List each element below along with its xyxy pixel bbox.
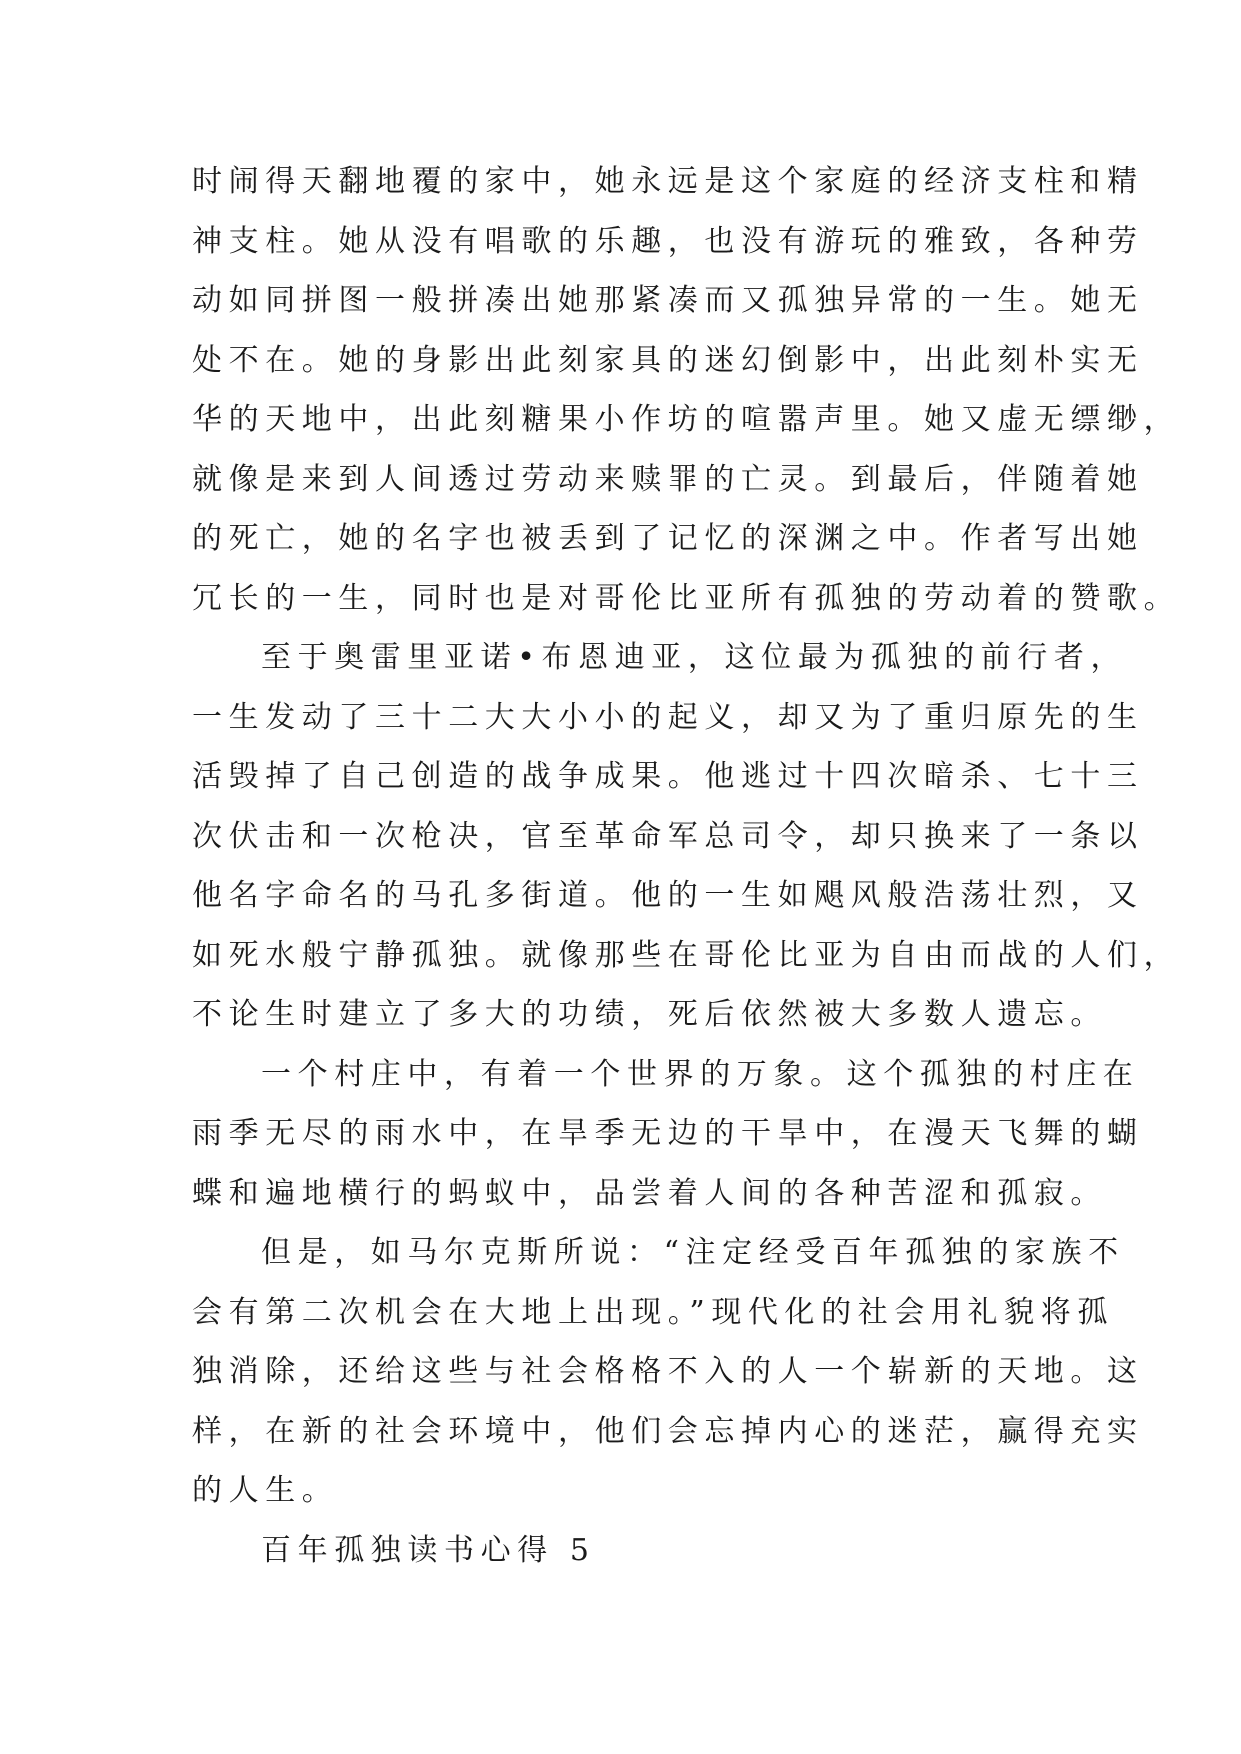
text-line: 的死亡，她的名字也被丢到了记忆的深渊之中。作者写出她 [192, 521, 1144, 556]
text-line: 一生发动了三十二大大小小的起义，却又为了重归原先的生 [192, 699, 1144, 735]
text-line: 蝶和遍地横行的蚂蚁中，品尝着人间的各种苦涩和孤寂。 [192, 1175, 1107, 1211]
text-line: 一个村庄中，有着一个世界的万象。这个孤独的村庄在 [261, 1056, 1140, 1092]
text-line: 但是，如马尔克斯所说：“注定经受百年孤独的家族不 [261, 1235, 1125, 1270]
paragraph-3 [192, 1045, 1144, 1224]
text-line: 冗长的一生，同时也是对哥伦比亚所有孤独的劳动着的赞歌。 [192, 580, 1181, 616]
text-line: 神支柱。她从没有唱歌的乐趣，也没有游玩的雅致，各种劳 [192, 223, 1144, 259]
text-line: 会有第二次机会在大地上出现。”现代化的社会用礼貌将孤 [192, 1294, 1114, 1330]
paragraph-1 [192, 152, 1181, 628]
section-heading: 百年孤独读书心得 5 [261, 1532, 596, 1568]
text-line: 活毁掉了自己创造的战争成果。他逃过十四次暗杀、七十三 [192, 759, 1144, 794]
document-body [192, 152, 1181, 1580]
paragraph-4 [192, 1223, 1144, 1521]
text-line: 华的天地中，出此刻糖果小作坊的喧嚣声里。她又虚无缥缈， [192, 402, 1181, 437]
text-line: 样，在新的社会环境中，他们会忘掉内心的迷茫，赢得充实 [192, 1413, 1144, 1449]
text-line: 不论生时建立了多大的功绩，死后依然被大多数人遗忘。 [192, 997, 1107, 1032]
text-line: 至于奥雷里亚诺•布恩迪亚，这位最为孤独的前行者， [261, 640, 1128, 675]
text-line: 时闹得天翻地覆的家中，她永远是这个家庭的经济支柱和精 [192, 164, 1144, 199]
text-line: 次伏击和一次枪决，官至革命军总司令，却只换来了一条以 [192, 818, 1144, 854]
text-line: 的人生。 [192, 1473, 339, 1508]
paragraph-2 [192, 628, 1181, 1045]
text-line: 就像是来到人间透过劳动来赎罪的亡灵。到最后，伴随着她 [192, 461, 1144, 497]
text-line: 独消除，还给这些与社会格格不入的人一个崭新的天地。这 [192, 1354, 1144, 1389]
text-line: 他名字命名的马孔多街道。他的一生如飓风般浩荡壮烈，又 [192, 878, 1144, 913]
text-line: 如死水般宁静孤独。就像那些在哥伦比亚为自由而战的人们， [192, 937, 1181, 973]
text-line: 动如同拼图一般拼凑出她那紧凑而又孤独异常的一生。她无 [192, 283, 1144, 318]
text-line: 雨季无尽的雨水中，在旱季无边的干旱中，在漫天飞舞的蝴 [192, 1116, 1144, 1151]
text-line: 处不在。她的身影出此刻家具的迷幻倒影中，出此刻朴实无 [192, 342, 1144, 378]
